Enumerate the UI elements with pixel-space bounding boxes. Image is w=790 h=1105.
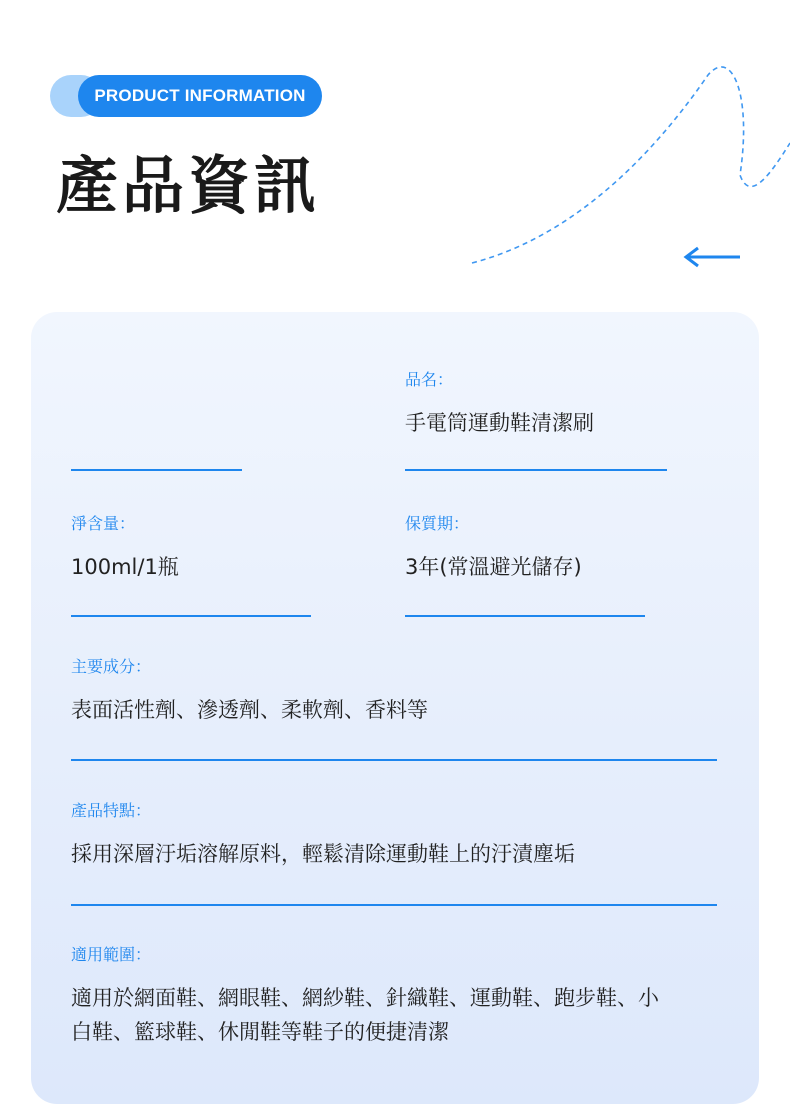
page-title: 產品資訊 [56,149,321,222]
shelf-life-label: 保質期： [405,514,470,533]
ingredients-value: 表面活性劑、滲透劑、柔軟劑、香料等 [71,698,428,722]
badge-label: PRODUCT INFORMATION [78,75,322,117]
product-info-card [31,312,759,1104]
product-name-label: 品名： [405,370,454,389]
features-label: 產品特點： [71,801,152,820]
shelf-life-value: 3年(常溫避光儲存) [405,555,582,579]
product-name-value: 手電筒運動鞋清潔刷 [405,411,594,435]
scope-value: 適用於網面鞋、網眼鞋、網紗鞋、針織鞋、運動鞋、跑步鞋、小白鞋、籃球鞋、休閒鞋等鞋子的便捷清潔 [71,986,659,1044]
ingredients-label: 主要成分： [71,657,152,676]
product-info-badge [50,75,322,117]
divider-line [71,615,311,617]
field-net-content [71,514,179,584]
scope-label: 適用範圍： [71,945,152,964]
field-features [71,801,575,871]
field-ingredients [71,657,428,727]
divider-line [405,469,667,471]
divider-line [405,615,645,617]
net-content-value: 100ml/1瓶 [71,555,179,579]
field-product-name [405,370,594,440]
net-content-label: 淨含量： [71,514,136,533]
divider-line [71,469,242,471]
features-value: 採用深層汙垢溶解原料，輕鬆清除運動鞋上的汙漬塵垢 [71,842,575,866]
arrow-left-icon [680,240,742,274]
field-shelf-life [405,514,582,584]
divider-line [71,904,717,906]
divider-line [71,759,717,761]
field-scope [71,945,671,1049]
